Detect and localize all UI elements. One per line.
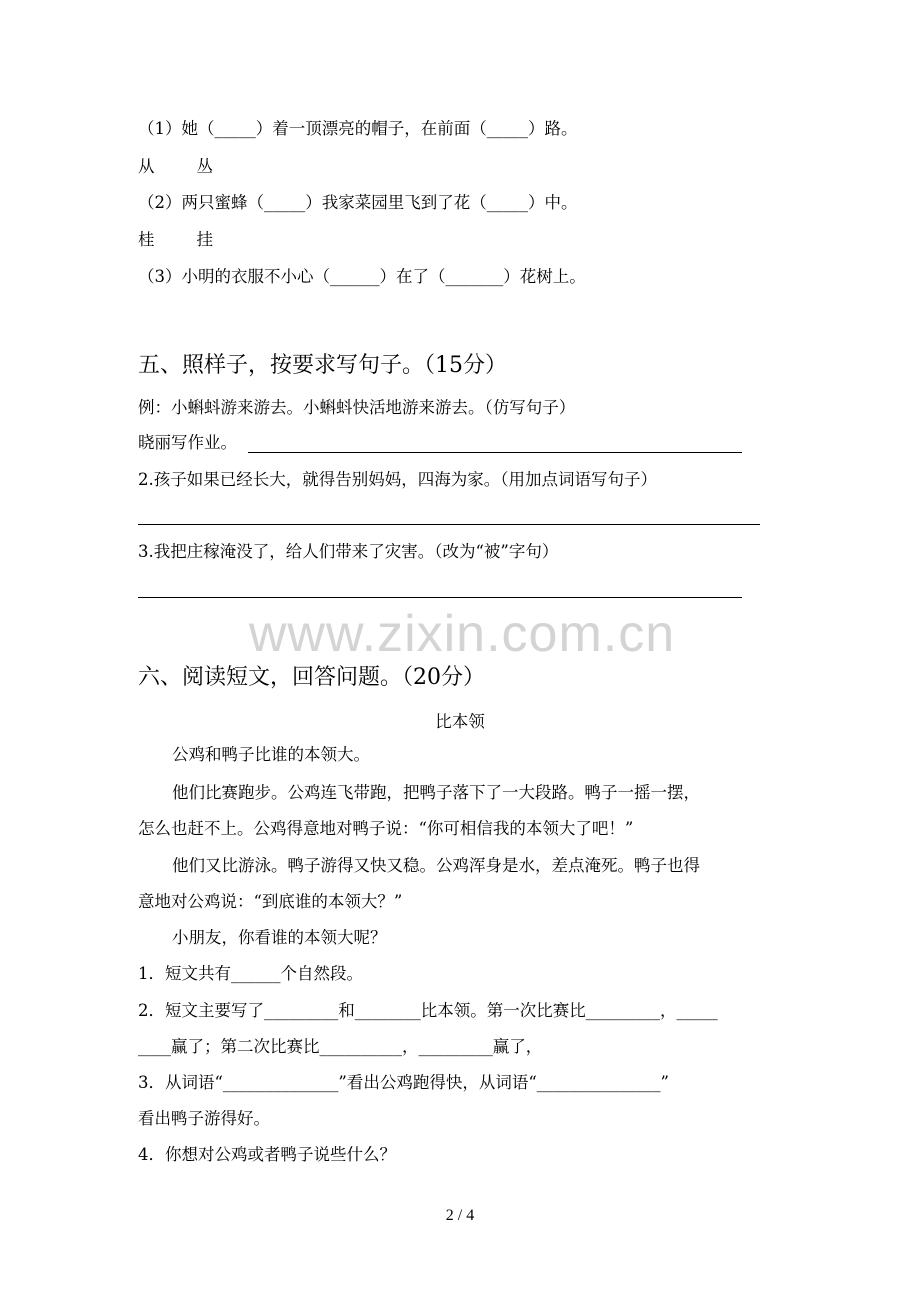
page-number: 2 / 4	[445, 1207, 475, 1224]
answer-line-3[interactable]	[138, 597, 742, 598]
fill-question-2: （2）两只蜜蜂（_____）我家菜园里飞到了花（_____）中。	[138, 193, 578, 212]
reading-question-4: 4．你想对公鸡或者鸭子说些什么？	[138, 1145, 396, 1164]
passage-paragraph-1: 公鸡和鸭子比谁的本领大。	[172, 745, 370, 764]
reading-question-2-line-2: ____赢了；第二次比赛比__________，_________赢了，	[138, 1037, 543, 1056]
passage-paragraph-2-line-2: 怎么也赶不上。公鸡得意地对鸭子说：“你可相信我的本领大了吧！”	[138, 819, 634, 838]
answer-line-1[interactable]	[248, 452, 742, 453]
passage-paragraph-3-line-1: 他们又比游泳。鸭子游得又快又稳。公鸡浑身是水，差点淹死。鸭子也得	[172, 856, 700, 875]
reading-question-2-line-1: 2．短文主要写了_________和________比本领。第一次比赛比_________，_____	[138, 1001, 718, 1020]
rewrite-item-2: 2.孩子如果已经长大，就得告别妈妈，四海为家。（用加点词语写句子）	[138, 470, 657, 489]
reading-question-3-line-2: 看出鸭子游得好。	[138, 1109, 270, 1128]
rewrite-item-1: 晓丽写作业。	[138, 433, 237, 452]
passage-paragraph-3-line-2: 意地对公鸡说：“到底谁的本领大？”	[138, 892, 403, 911]
char-pair-2: 桂 挂	[138, 230, 213, 249]
fill-question-3: （3）小明的衣服不小心（______）在了（_______）花树上。	[138, 267, 586, 286]
reading-question-1: 1．短文共有______个自然段。	[138, 964, 363, 983]
rewrite-item-3: 3.我把庄稼淹没了，给人们带来了灾害。（改为“被”字句）	[138, 542, 559, 561]
section-6-heading: 六、阅读短文，回答问题。（20分）	[138, 665, 485, 690]
char-pair-1: 从 丛	[138, 157, 213, 176]
fill-question-1: （1）她（_____）着一顶漂亮的帽子，在前面（_____）路。	[138, 119, 578, 138]
example-sentence: 例：小蝌蚪游来游去。小蝌蚪快活地游来游去。（仿写句子）	[138, 398, 576, 417]
answer-line-2[interactable]	[138, 524, 760, 525]
reading-question-3-line-1: 3．从词语“______________”看出公鸡跑得快，从词语“_______________”	[138, 1073, 669, 1092]
passage-title: 比本领	[435, 712, 485, 731]
passage-paragraph-4: 小朋友，你看谁的本领大呢？	[172, 928, 387, 947]
section-5-heading: 五、照样子，按要求写句子。（15分）	[138, 353, 507, 378]
watermark: www.zixin.com.cn	[248, 605, 676, 663]
passage-paragraph-2-line-1: 他们比赛跑步。公鸡连飞带跑，把鸭子落下了一大段路。鸭子一摇一摆，	[172, 783, 700, 802]
